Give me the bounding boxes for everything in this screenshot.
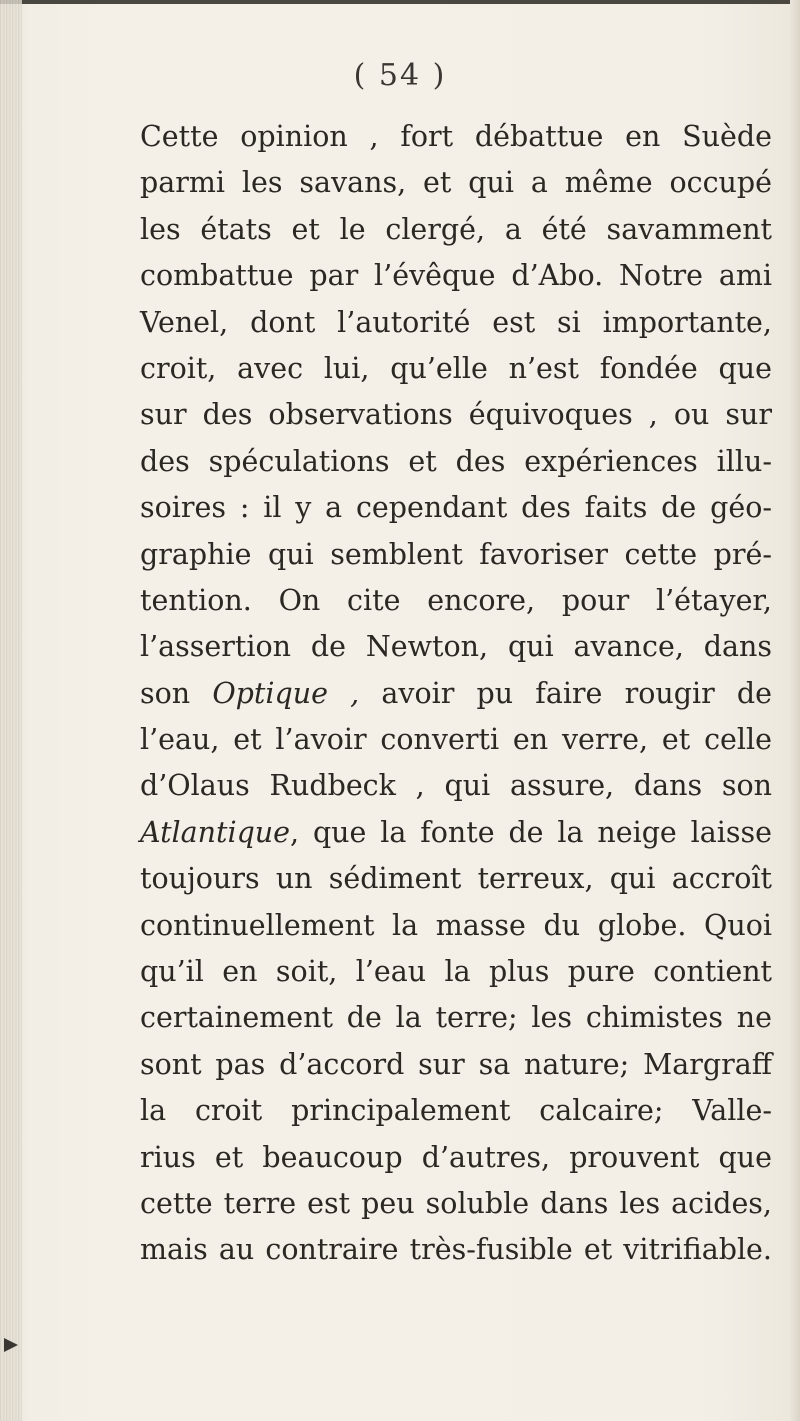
text-run: son xyxy=(140,676,213,710)
page-edge xyxy=(790,0,800,1421)
text-line xyxy=(140,114,772,160)
arrow-marker-icon xyxy=(4,1338,18,1352)
body-paragraph xyxy=(140,114,772,1274)
text-run: sur des observations équivoques , ou sur xyxy=(140,398,772,432)
text-line xyxy=(140,207,772,253)
text-run: Venel, dont l’autorité est si importante, xyxy=(140,305,772,339)
text-line xyxy=(140,717,772,763)
text-run: , que la fonte de la neige laisse xyxy=(290,815,772,849)
text-line xyxy=(140,995,772,1041)
text-run: d’Olaus Rudbeck , qui assure, dans son xyxy=(140,769,772,803)
text-run: rius et beaucoup d’autres, prouvent que xyxy=(140,1140,772,1174)
text-run: soires : il y a cependant des faits de géo- xyxy=(140,491,772,525)
text-line xyxy=(140,439,772,485)
text-run: certainement de la terre; les chimistes ne xyxy=(140,1001,772,1035)
text-line xyxy=(140,346,772,392)
text-line xyxy=(140,300,772,346)
text-run: graphie qui semblent favoriser cette pré- xyxy=(140,537,772,571)
italic-title: Optique , xyxy=(212,676,360,710)
text-line xyxy=(140,624,772,670)
text-run: continuellement la masse du globe. Quoi xyxy=(140,908,772,942)
text-run: Cette opinion , fort débattue en Suède xyxy=(140,120,772,153)
text-line xyxy=(140,763,772,809)
text-run: avoir pu faire rougir de xyxy=(359,676,772,710)
text-line xyxy=(140,1042,772,1088)
text-line xyxy=(140,856,772,902)
page-number: ( 54 ) xyxy=(353,58,447,93)
text-run: des spéculations et des expériences illu- xyxy=(140,444,772,478)
text-run: croit, avec lui, qu’elle n’est fondée que xyxy=(140,351,772,385)
text-line xyxy=(140,1181,772,1227)
text-run: les états et le clergé, a été savamment xyxy=(140,212,772,246)
text-run: la croit principalement calcaire; Valle- xyxy=(140,1094,772,1128)
text-run: l’assertion de Newton, qui avance, dans xyxy=(140,630,772,664)
text-line xyxy=(140,1088,772,1134)
top-border xyxy=(0,0,800,4)
binding-edge xyxy=(0,0,22,1421)
text-line xyxy=(140,253,772,299)
text-run: toujours un sédiment terreux, qui accroît xyxy=(140,862,772,896)
text-run: parmi les savans, et qui a même occupé xyxy=(140,166,772,200)
italic-title: Atlantique xyxy=(140,815,291,849)
text-line xyxy=(140,1135,772,1181)
text-run: mais au contraire très-fusible et vitrifiable. xyxy=(140,1233,772,1267)
text-run: l’eau, et l’avoir converti en verre, et celle xyxy=(140,723,772,757)
text-line xyxy=(140,810,772,856)
text-line xyxy=(140,532,772,578)
text-line xyxy=(140,392,772,438)
text-line xyxy=(140,1227,772,1273)
text-line xyxy=(140,949,772,995)
text-run: qu’il en soit, l’eau la plus pure contient xyxy=(140,955,772,989)
text-line xyxy=(140,903,772,949)
text-run: sont pas d’accord sur sa nature; Margraff xyxy=(140,1047,772,1081)
text-line xyxy=(140,485,772,531)
text-line xyxy=(140,578,772,624)
text-line xyxy=(140,160,772,206)
text-run: tention. On cite encore, pour l’étayer, xyxy=(140,583,772,617)
text-run: combattue par l’évêque d’Abo. Notre ami xyxy=(140,259,772,293)
text-run: cette terre est peu soluble dans les acides, xyxy=(140,1186,772,1220)
text-line xyxy=(140,671,772,717)
